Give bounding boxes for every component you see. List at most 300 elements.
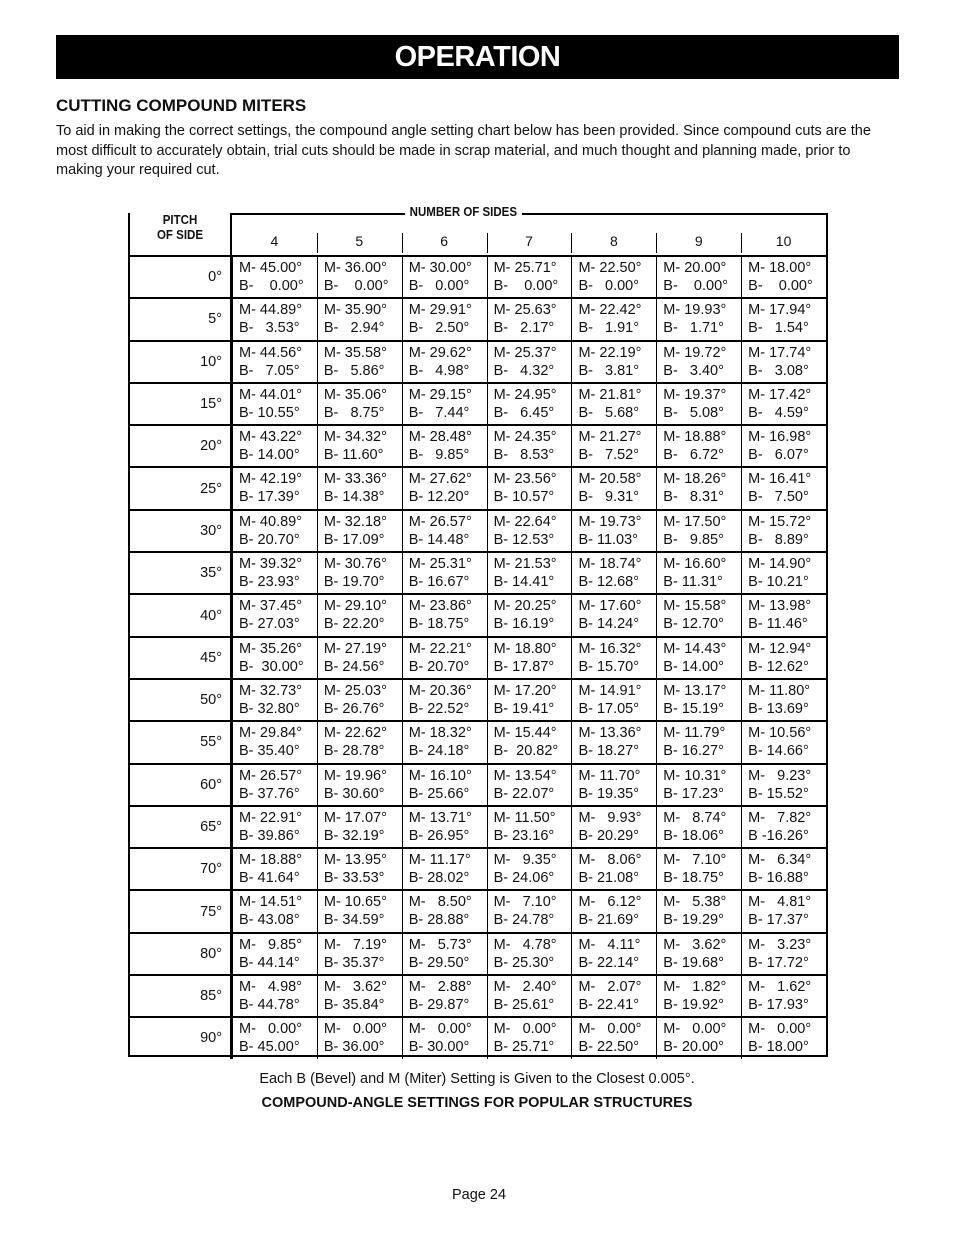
- miter-value: M- 21.53°: [493, 556, 557, 573]
- table-row: [130, 466, 826, 508]
- table-row: [130, 1016, 826, 1058]
- table-caption: COMPOUND-ANGLE SETTINGS FOR POPULAR STRUCTURES: [261, 1095, 693, 1111]
- setting-cell: [741, 511, 826, 551]
- setting-cell: [741, 553, 826, 593]
- miter-value: M- 29.62°: [408, 344, 472, 361]
- bevel-value: B- 22.14°: [578, 954, 640, 971]
- bevel-value: B- 16.88°: [748, 870, 809, 887]
- bevel-value: B- 12.62°: [748, 658, 809, 675]
- bevel-value: B- 43.08°: [239, 912, 300, 929]
- miter-value: M- 10.56°: [748, 725, 812, 742]
- setting-cell: [232, 384, 317, 424]
- bevel-value: B- 7.44°: [408, 404, 470, 421]
- setting-cell: [317, 638, 402, 678]
- setting-cell: [402, 891, 487, 931]
- miter-value: M- 18.74°: [578, 556, 642, 573]
- miter-value: M- 24.95°: [493, 386, 557, 403]
- miter-value: M- 16.41°: [748, 471, 812, 488]
- setting-cell: [741, 299, 826, 339]
- miter-value: M- 17.94°: [748, 302, 812, 319]
- table-footnote: Each B (Bevel) and M (Miter) Setting is Given to the Closest 0.005°.: [259, 1071, 695, 1087]
- miter-value: M- 0.00°: [493, 1021, 557, 1038]
- sides-number-row: [232, 227, 826, 255]
- bevel-value: B- 39.86°: [239, 827, 300, 844]
- setting-cell: [487, 1018, 572, 1058]
- bevel-value: B- 12.53°: [493, 531, 555, 548]
- setting-cell: [741, 976, 826, 1016]
- bevel-value: B- 35.40°: [239, 743, 300, 760]
- bevel-value: B- 14.00°: [663, 658, 724, 675]
- bevel-value: B- 32.80°: [239, 700, 300, 717]
- miter-value: M- 42.19°: [239, 471, 303, 488]
- setting-cell: [741, 426, 826, 466]
- table-row: [130, 424, 826, 466]
- table-row: [130, 340, 826, 382]
- miter-value: M- 29.15°: [408, 386, 472, 403]
- miter-value: M- 9.35°: [493, 852, 557, 869]
- setting-cell: [656, 680, 741, 720]
- bevel-value: B- 19.92°: [663, 997, 724, 1014]
- bevel-value: B- 19.35°: [578, 785, 640, 802]
- setting-cell: [402, 342, 487, 382]
- pitch-cell: 10°: [130, 342, 232, 382]
- bevel-value: B -16.26°: [748, 827, 809, 844]
- bevel-value: B- 3.53°: [239, 320, 300, 337]
- setting-cell: [232, 595, 317, 635]
- setting-cell: [656, 426, 741, 466]
- bevel-value: B- 10.21°: [748, 574, 809, 591]
- setting-cell: [232, 976, 317, 1016]
- setting-cell: [317, 849, 402, 889]
- setting-cell: [741, 468, 826, 508]
- bevel-value: B- 4.32°: [493, 362, 555, 379]
- bevel-value: B- 21.08°: [578, 870, 640, 887]
- setting-cell: [741, 849, 826, 889]
- miter-value: M- 8.50°: [408, 894, 472, 911]
- setting-cell: [317, 722, 402, 762]
- bevel-value: B- 16.67°: [408, 574, 470, 591]
- bevel-value: B- 11.60°: [323, 447, 384, 464]
- bevel-value: B- 8.53°: [493, 447, 555, 464]
- miter-value: M- 43.22°: [239, 429, 303, 446]
- setting-cell: [656, 722, 741, 762]
- setting-cell: [571, 891, 656, 931]
- setting-cell: [232, 468, 317, 508]
- setting-cell: [571, 722, 656, 762]
- setting-cell: [232, 638, 317, 678]
- setting-cell: [317, 807, 402, 847]
- bevel-value: B- 28.02°: [408, 870, 470, 887]
- bevel-value: B- 45.00°: [239, 1039, 300, 1056]
- setting-cell: [317, 934, 402, 974]
- bevel-value: B- 17.37°: [748, 912, 809, 929]
- setting-cell: [317, 468, 402, 508]
- miter-value: M- 0.00°: [408, 1021, 472, 1038]
- table-right-border: [826, 213, 828, 1057]
- pitch-cell: 65°: [130, 807, 232, 847]
- miter-value: M- 26.57°: [408, 513, 472, 530]
- bevel-value: B- 7.50°: [748, 489, 809, 506]
- miter-value: M- 45.00°: [239, 260, 303, 276]
- miter-value: M- 13.95°: [323, 852, 387, 869]
- miter-value: M- 27.19°: [323, 640, 387, 657]
- setting-cell: [317, 553, 402, 593]
- miter-value: M- 20.25°: [493, 598, 557, 615]
- bevel-value: B- 20.70°: [408, 658, 470, 675]
- miter-value: M- 7.82°: [748, 809, 812, 826]
- setting-cell: [317, 680, 402, 720]
- setting-cell: [232, 1018, 317, 1058]
- miter-value: M- 4.11°: [578, 936, 641, 953]
- setting-cell: [571, 553, 656, 593]
- miter-value: M- 18.88°: [239, 852, 303, 869]
- bevel-value: B- 23.93°: [239, 574, 300, 591]
- bevel-value: B- 44.14°: [239, 954, 300, 971]
- bevel-value: B- 37.76°: [239, 785, 300, 802]
- miter-value: M- 29.10°: [323, 598, 387, 615]
- bevel-value: B- 2.94°: [323, 320, 385, 337]
- compound-angle-table: [130, 255, 826, 1059]
- miter-value: M- 1.82°: [663, 979, 727, 996]
- miter-value: M- 25.37°: [493, 344, 557, 361]
- miter-value: M- 15.44°: [493, 725, 557, 742]
- pitch-cell: 15°: [130, 384, 232, 424]
- miter-value: M- 35.26°: [239, 640, 303, 657]
- setting-cell: [402, 595, 487, 635]
- setting-cell: [571, 934, 656, 974]
- miter-value: M- 16.60°: [663, 556, 727, 573]
- miter-value: M- 0.00°: [578, 1021, 642, 1038]
- setting-cell: [402, 553, 487, 593]
- table-row: [130, 889, 826, 931]
- setting-cell: [487, 257, 572, 297]
- miter-value: M- 14.43°: [663, 640, 727, 657]
- miter-value: M- 3.62°: [663, 936, 727, 953]
- setting-cell: [487, 595, 572, 635]
- bevel-value: B- 20.29°: [578, 827, 640, 844]
- bevel-value: B- 12.68°: [578, 574, 640, 591]
- setting-cell: [656, 384, 741, 424]
- setting-cell: [656, 511, 741, 551]
- miter-value: M- 17.74°: [748, 344, 812, 361]
- setting-cell: [656, 553, 741, 593]
- pitch-cell: 0°: [130, 257, 232, 297]
- setting-cell: [317, 257, 402, 297]
- setting-cell: [571, 299, 656, 339]
- miter-value: M- 13.54°: [493, 767, 557, 784]
- bevel-value: B- 9.85°: [408, 447, 470, 464]
- setting-cell: [571, 849, 656, 889]
- miter-value: M- 18.00°: [748, 260, 812, 276]
- bevel-value: B- 22.20°: [323, 616, 385, 633]
- bevel-value: B- 18.75°: [663, 870, 724, 887]
- miter-value: M- 5.73°: [408, 936, 472, 953]
- miter-value: M- 22.42°: [578, 302, 642, 319]
- bevel-value: B- 11.31°: [663, 574, 723, 591]
- bevel-value: B- 18.06°: [663, 827, 724, 844]
- setting-cell: [317, 765, 402, 805]
- bevel-value: B- 4.98°: [408, 362, 470, 379]
- bevel-value: B- 25.66°: [408, 785, 470, 802]
- miter-value: M- 29.91°: [408, 302, 472, 319]
- bevel-value: B- 7.52°: [578, 447, 640, 464]
- setting-cell: [487, 553, 572, 593]
- bevel-value: B- 29.87°: [408, 997, 470, 1014]
- bevel-value: B- 9.31°: [578, 489, 640, 506]
- setting-cell: [317, 342, 402, 382]
- miter-value: M- 35.90°: [323, 302, 387, 319]
- bevel-value: B- 17.09°: [323, 531, 385, 548]
- setting-cell: [232, 426, 317, 466]
- setting-cell: [402, 384, 487, 424]
- setting-cell: [571, 680, 656, 720]
- setting-cell: [402, 807, 487, 847]
- bevel-value: B- 12.20°: [408, 489, 470, 506]
- table-row: [130, 382, 826, 424]
- miter-value: M- 23.86°: [408, 598, 472, 615]
- bevel-value: B- 0.00°: [663, 278, 728, 294]
- setting-cell: [571, 765, 656, 805]
- miter-value: M- 44.56°: [239, 344, 303, 361]
- setting-cell: [487, 426, 572, 466]
- setting-cell: [402, 722, 487, 762]
- setting-cell: [656, 849, 741, 889]
- miter-value: M- 9.23°: [748, 767, 812, 784]
- setting-cell: [487, 468, 572, 508]
- table-row: [130, 847, 826, 889]
- miter-value: M- 25.63°: [493, 302, 557, 319]
- miter-value: M- 17.50°: [663, 513, 727, 530]
- page-number: Page 24: [451, 1187, 507, 1203]
- table-row: [130, 763, 826, 805]
- setting-cell: [656, 257, 741, 297]
- pitch-cell: 35°: [130, 553, 232, 593]
- setting-cell: [741, 384, 826, 424]
- setting-cell: [741, 765, 826, 805]
- bevel-value: B- 12.70°: [663, 616, 724, 633]
- setting-cell: [656, 976, 741, 1016]
- setting-cell: [402, 426, 487, 466]
- section-title: CUTTING COMPOUND MITERS: [56, 96, 307, 115]
- bevel-value: B- 11.46°: [748, 616, 808, 633]
- miter-value: M- 0.00°: [323, 1021, 387, 1038]
- bevel-value: B- 18.75°: [408, 616, 470, 633]
- miter-value: M- 32.73°: [239, 682, 303, 699]
- pitch-cell: 55°: [130, 722, 232, 762]
- bevel-value: B- 0.00°: [408, 278, 470, 294]
- bevel-value: B- 28.88°: [408, 912, 470, 929]
- miter-value: M- 32.18°: [323, 513, 387, 530]
- miter-value: M- 35.58°: [323, 344, 387, 361]
- miter-value: M- 11.17°: [408, 852, 471, 869]
- bevel-value: B- 24.56°: [323, 658, 385, 675]
- miter-value: M- 23.56°: [493, 471, 557, 488]
- setting-cell: [656, 595, 741, 635]
- miter-value: M- 22.91°: [239, 809, 303, 826]
- bevel-value: B- 22.41°: [578, 997, 640, 1014]
- setting-cell: [487, 722, 572, 762]
- bevel-value: B- 18.27°: [578, 743, 640, 760]
- pitch-cell: 50°: [130, 680, 232, 720]
- sides-9-header: 9: [656, 227, 741, 255]
- setting-cell: [487, 891, 572, 931]
- miter-value: M- 22.62°: [323, 725, 387, 742]
- setting-cell: [487, 807, 572, 847]
- miter-value: M- 3.62°: [323, 979, 387, 996]
- setting-cell: [487, 511, 572, 551]
- miter-value: M- 14.51°: [239, 894, 303, 911]
- bevel-value: B- 2.17°: [493, 320, 555, 337]
- bevel-value: B- 19.29°: [663, 912, 724, 929]
- setting-cell: [402, 468, 487, 508]
- miter-value: M- 5.38°: [663, 894, 727, 911]
- setting-cell: [656, 1018, 741, 1058]
- sides-4-header: 4: [270, 233, 279, 249]
- miter-value: M- 18.80°: [493, 640, 557, 657]
- miter-value: M- 4.81°: [748, 894, 812, 911]
- miter-value: M- 11.50°: [493, 809, 556, 826]
- bevel-value: B- 26.76°: [323, 700, 385, 717]
- miter-value: M- 13.36°: [578, 725, 642, 742]
- miter-value: M- 3.23°: [748, 936, 812, 953]
- bevel-value: B- 19.41°: [493, 700, 555, 717]
- bevel-value: B- 27.03°: [239, 616, 300, 633]
- miter-value: M- 37.45°: [239, 598, 303, 615]
- setting-cell: [232, 722, 317, 762]
- setting-cell: [487, 680, 572, 720]
- bevel-value: B- 26.95°: [408, 827, 470, 844]
- pitch-cell: 90°: [130, 1018, 232, 1058]
- bevel-value: B- 0.00°: [748, 278, 813, 294]
- miter-value: M- 2.07°: [578, 979, 642, 996]
- bevel-value: B- 13.69°: [748, 700, 809, 717]
- bevel-value: B- 41.64°: [239, 870, 300, 887]
- setting-cell: [317, 595, 402, 635]
- bevel-value: B- 17.23°: [663, 785, 724, 802]
- bevel-value: B- 36.00°: [323, 1039, 385, 1056]
- pitch-cell: 75°: [130, 891, 232, 931]
- setting-cell: [232, 680, 317, 720]
- miter-value: M- 7.10°: [493, 894, 557, 911]
- pitch-header: PITCH OF SIDE: [156, 213, 203, 242]
- setting-cell: [232, 934, 317, 974]
- miter-value: M- 14.90°: [748, 556, 812, 573]
- miter-value: M- 7.19°: [323, 936, 387, 953]
- table-row: [130, 805, 826, 847]
- pitch-cell: 25°: [130, 468, 232, 508]
- sides-7-header: 7: [487, 227, 572, 255]
- bevel-value: B- 17.93°: [748, 997, 809, 1014]
- table-row: [130, 255, 826, 297]
- sides-header-rule: [231, 213, 827, 215]
- miter-value: M- 1.62°: [748, 979, 812, 996]
- bevel-value: B- 14.41°: [493, 574, 555, 591]
- setting-cell: [317, 384, 402, 424]
- bevel-value: B- 1.54°: [748, 320, 809, 337]
- setting-cell: [232, 553, 317, 593]
- setting-cell: [656, 934, 741, 974]
- setting-cell: [571, 595, 656, 635]
- setting-cell: [741, 680, 826, 720]
- bevel-value: B- 16.19°: [493, 616, 555, 633]
- miter-value: M- 0.00°: [748, 1021, 812, 1038]
- miter-value: M- 22.50°: [578, 260, 642, 276]
- bevel-value: B- 17.39°: [239, 489, 300, 506]
- sides-6-header: 6: [402, 227, 487, 255]
- miter-value: M- 19.72°: [663, 344, 727, 361]
- miter-value: M- 34.32°: [323, 429, 387, 446]
- setting-cell: [487, 849, 572, 889]
- miter-value: M- 2.40°: [493, 979, 557, 996]
- miter-value: M- 30.00°: [408, 260, 472, 276]
- miter-value: M- 17.20°: [493, 682, 557, 699]
- miter-value: M- 9.93°: [578, 809, 642, 826]
- miter-value: M- 12.94°: [748, 640, 812, 657]
- bevel-value: B- 22.07°: [493, 785, 555, 802]
- miter-value: M- 44.89°: [239, 302, 303, 319]
- miter-value: M- 13.98°: [748, 598, 812, 615]
- bevel-value: B- 20.82°: [493, 743, 559, 760]
- miter-value: M- 11.79°: [663, 725, 726, 742]
- miter-value: M- 0.00°: [663, 1021, 727, 1038]
- table-row: [130, 509, 826, 551]
- setting-cell: [656, 807, 741, 847]
- bevel-value: B- 15.70°: [578, 658, 640, 675]
- bevel-value: B- 28.78°: [323, 743, 385, 760]
- setting-cell: [571, 384, 656, 424]
- table-bottom-border: [128, 1055, 828, 1057]
- setting-cell: [232, 849, 317, 889]
- miter-value: M- 16.10°: [408, 767, 472, 784]
- setting-cell: [571, 638, 656, 678]
- bevel-value: B- 18.00°: [748, 1039, 809, 1056]
- setting-cell: [402, 257, 487, 297]
- setting-cell: [402, 934, 487, 974]
- table-row: [130, 593, 826, 635]
- miter-value: M- 36.00°: [323, 260, 387, 276]
- setting-cell: [232, 765, 317, 805]
- bevel-value: B- 22.50°: [578, 1039, 640, 1056]
- table-row: [130, 297, 826, 339]
- miter-value: M- 16.32°: [578, 640, 642, 657]
- setting-cell: [571, 511, 656, 551]
- setting-cell: [656, 638, 741, 678]
- bevel-value: B- 10.55°: [239, 404, 300, 421]
- setting-cell: [571, 257, 656, 297]
- miter-value: M- 33.36°: [323, 471, 387, 488]
- bevel-value: B- 25.71°: [493, 1039, 555, 1056]
- setting-cell: [402, 299, 487, 339]
- table-row: [130, 636, 826, 678]
- miter-value: M- 20.58°: [578, 471, 642, 488]
- miter-value: M- 21.27°: [578, 429, 642, 446]
- miter-value: M- 21.81°: [578, 386, 642, 403]
- bevel-value: B- 8.31°: [663, 489, 724, 506]
- bevel-value: B- 4.59°: [748, 404, 809, 421]
- miter-value: M- 28.48°: [408, 429, 472, 446]
- setting-cell: [656, 891, 741, 931]
- bevel-value: B- 1.71°: [663, 320, 724, 337]
- bevel-value: B- 20.00°: [663, 1039, 724, 1056]
- setting-cell: [656, 765, 741, 805]
- bevel-value: B- 14.48°: [408, 531, 470, 548]
- miter-value: M- 19.96°: [323, 767, 387, 784]
- setting-cell: [317, 891, 402, 931]
- bevel-value: B- 33.53°: [323, 870, 385, 887]
- pitch-cell: 30°: [130, 511, 232, 551]
- miter-value: M- 15.58°: [663, 598, 727, 615]
- sides-8-header: 8: [571, 227, 656, 255]
